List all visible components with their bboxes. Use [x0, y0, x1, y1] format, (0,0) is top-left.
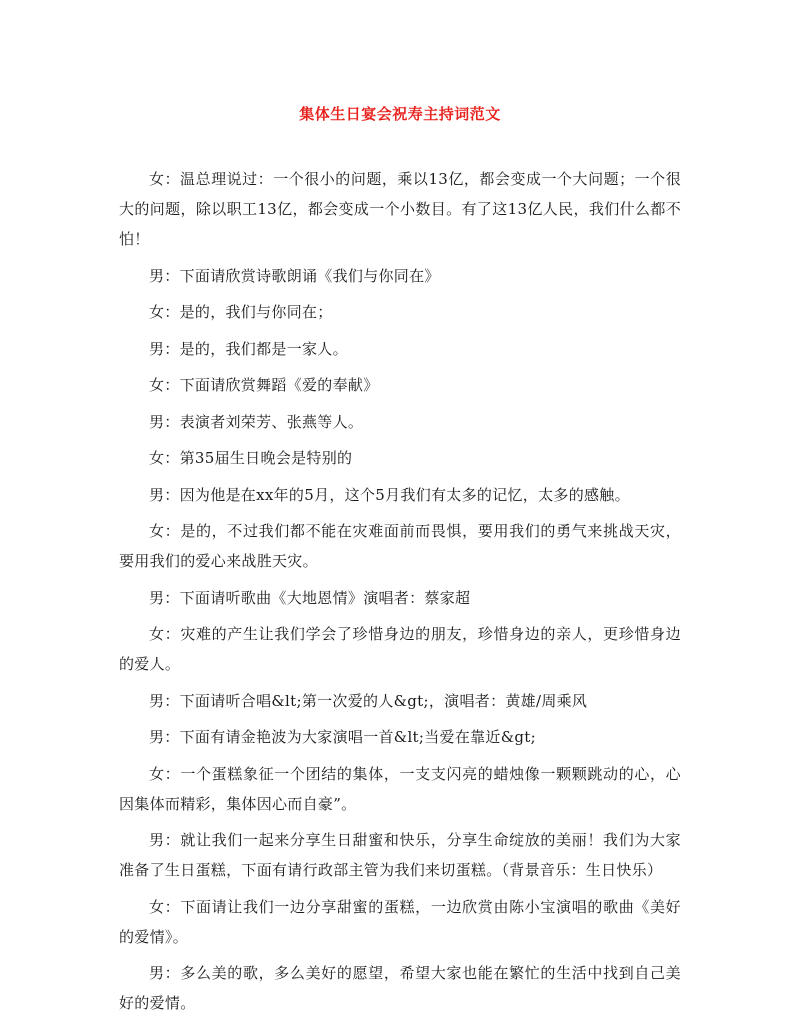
paragraph: 女：温总理说过：一个很小的问题，乘以13亿，都会变成一个大问题；一个很大的问题，除以职工13亿，都会变成一个小数目。有了这13亿人民，我们什么都不怕！: [119, 170, 681, 248]
paragraph: 男：表演者刘荣芳、张燕等人。: [149, 412, 364, 431]
paragraph: 女：是的，不过我们都不能在灾难面前而畏惧，要用我们的勇气来挑战天灾，要用我们的爱心来战胜天灾。: [119, 522, 681, 570]
paragraph: 男：因为他是在xx年的5月，这个5月我们有太多的记忆，太多的感触。: [149, 485, 630, 504]
paragraph: 男：下面请欣赏诗歌朗诵《我们与你同在》: [149, 266, 440, 285]
paragraph: 女：一个蛋糕象征一个团结的集体，一支支闪亮的蜡烛像一颗颗跳动的心，心因集体而精彩，集体因心而自豪”。: [119, 764, 681, 813]
document-title: 集体生日宴会祝寿主持词范文: [299, 105, 501, 123]
document-body: [119, 164, 681, 1025]
paragraph: 女：下面请欣赏舞蹈《爱的奉献》: [149, 376, 379, 394]
paragraph: 女：第35届生日晚会是特别的: [149, 449, 353, 467]
paragraph: 男：是的，我们都是一家人。: [149, 339, 348, 358]
paragraph: 男：就让我们一起来分享生日甜蜜和快乐，分享生命绽放的美丽！我们为大家准备了生日蛋糕，下面有请行政部主管为我们来切蛋糕。（背景音乐：生日快乐）: [119, 831, 681, 879]
paragraph: 女：灾难的产生让我们学会了珍惜身边的朋友，珍惜身边的亲人，更珍惜身边的爱人。: [119, 625, 681, 673]
paragraph: 男：下面有请金艳波为大家演唱一首&lt;当爱在靠近&gt;: [149, 728, 536, 746]
paragraph: 女：是的，我们与你同在；: [149, 303, 333, 321]
paragraph: 男：下面请听合唱&lt;第一次爱的人&gt;，演唱者：黄雄/周乘风: [149, 691, 588, 710]
paragraph: 女：下面请让我们一边分享甜蜜的蛋糕，一边欣赏由陈小宝演唱的歌曲《美好的爱情》。: [119, 897, 681, 946]
paragraph: 男：多么美的歌，多么美好的愿望，希望大家也能在繁忙的生活中找到自己美好的爱情。: [119, 964, 681, 1012]
paragraph: 男：下面请听歌曲《大地恩情》演唱者：蔡家超: [149, 588, 471, 607]
